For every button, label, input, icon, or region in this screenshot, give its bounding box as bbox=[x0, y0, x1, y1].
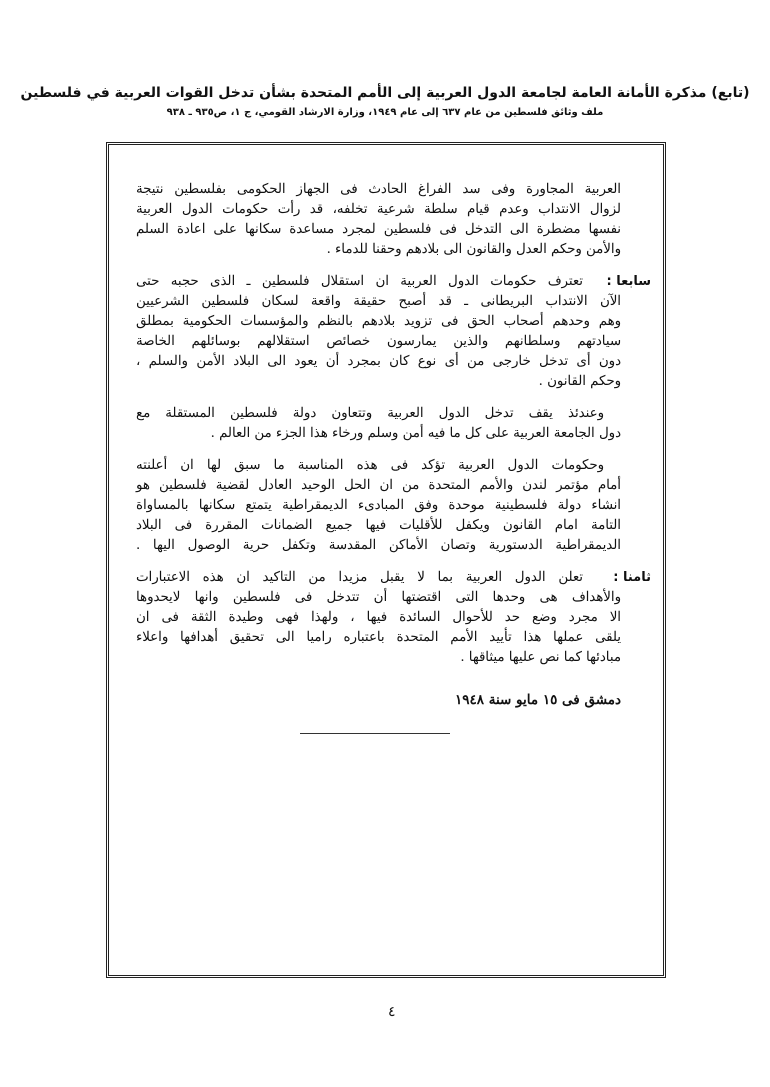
document-title: (تابع) مذكرة الأمانة العامة لجامعة الدول العربية إلى الأمم المتحدة بشأن تدخل القوات العربية في فلسطين bbox=[20, 85, 750, 101]
text-line: تعترف حكومات الدول العربية ان استقلال فلسطين ـ الذى حجبه حتى bbox=[136, 274, 583, 289]
text-line: العربية المجاورة وفى سد الفراغ الحادث فى الجهاز الحكومى بفلسطين نتيجة bbox=[136, 182, 621, 197]
text-line: الديمقراطية الدستورية وتصان الأماكن المقدسة وتكفل حرية الوصول اليها . bbox=[136, 538, 621, 553]
paragraph-3 bbox=[136, 404, 651, 444]
separator-line bbox=[300, 733, 450, 734]
text-line: نفسها مضطرة الى التدخل فى فلسطين لمجرد مساعدة سكانها على اعادة السلم bbox=[136, 222, 621, 237]
text-line: الا مجرد وضع حد للأحوال السائدة فيها ، ولهذا فهى وطيدة الثقة فى ان bbox=[136, 610, 621, 625]
paragraph-4 bbox=[136, 456, 651, 556]
text-line: لزوال الانتداب وعدم قيام سلطة شرعية تخلفه، قد رأت حكومات الدول العربية bbox=[136, 202, 621, 217]
signature-date: دمشق فى ١٥ مايو سنة ١٩٤٨ bbox=[455, 692, 621, 708]
text-line: وحكومات الدول العربية تؤكد فى هذه المناسبة ما سبق لها ان أعلنته bbox=[136, 458, 604, 473]
text-line: دون أى تدخل خارجى من أى نوع كان بمجرد أن يعود الى البلاد الأمن والسلم ، bbox=[136, 354, 621, 369]
text-line: والأمن وحكم العدل والقانون الى بلادهم وحقنا للدماء . bbox=[326, 242, 621, 257]
text-line: وعندئذ يقف تدخل الدول العربية وتتعاون دولة فلسطين المستقلة مع bbox=[136, 406, 604, 421]
text-line: وحكم القانون . bbox=[538, 374, 621, 389]
document-body bbox=[136, 180, 651, 710]
section-label-eighth: ثامنا : bbox=[613, 570, 651, 585]
paragraph-eighth bbox=[136, 568, 651, 668]
page-number: ٤ bbox=[388, 1004, 396, 1020]
text-line: أمام مؤتمر لندن والأمم المتحدة من ان الحل الوحيد العادل لقضية فلسطين هو bbox=[136, 478, 621, 493]
text-line: انشاء دولة فلسطينية موحدة وفق المبادىء الديمقراطية يتمتع سكانها بالمساواة bbox=[136, 498, 621, 513]
text-line: الآن الانتداب البريطانى ـ قد أصبح حقيقة واقعة لسكان فلسطين الشرعيين bbox=[136, 294, 621, 309]
document-header bbox=[10, 84, 760, 120]
text-line: التامة امام القانون ويكفل للأقليات فيها جميع الضمانات المقررة فى البلاد bbox=[136, 518, 621, 533]
text-line: مبادئها كما نص عليها ميثاقها . bbox=[460, 650, 621, 665]
text-line: والأهداف هى وحدها التى اقتضتها أن تتدخل فى فلسطين وانها لايحدوها bbox=[136, 590, 621, 605]
text-line: تعلن الدول العربية بما لا يقبل مزيدا من التاكيد ان هذه الاعتبارات bbox=[136, 570, 583, 585]
section-label-seventh: سابعا : bbox=[606, 274, 651, 289]
text-line: دول الجامعة العربية على كل ما فيه أمن وسلم ورخاء هذا الجزء من العالم . bbox=[210, 426, 621, 441]
paragraph-1 bbox=[136, 180, 651, 260]
document-source: ملف وثائق فلسطين من عام ٦٣٧ إلى عام ١٩٤٩، وزارة الارشاد القومي، ج ١، ص٩٣٥ ـ ٩٣٨ bbox=[166, 107, 604, 118]
text-line: وهم وحدهم أصحاب الحق فى تزويد بلادهم بالنظم والمؤسسات الحكومية بمطلق bbox=[136, 314, 621, 329]
text-line: يلقى عملها هذا تأييد الأمم المتحدة باعتباره راميا الى تحقيق أهدافها واعلاء bbox=[136, 630, 621, 645]
text-line: سيادتهم وسلطانهم والذين يمارسون خصائص استقلالهم بوسائلهم الخاصة bbox=[136, 334, 621, 349]
paragraph-seventh bbox=[136, 272, 651, 392]
